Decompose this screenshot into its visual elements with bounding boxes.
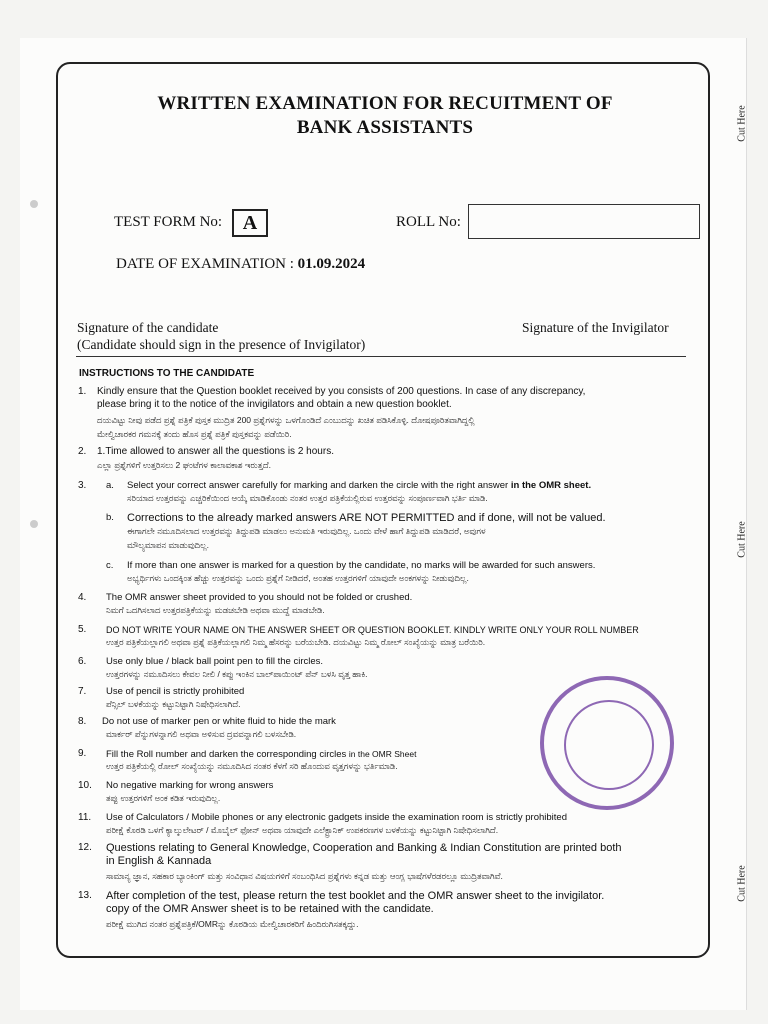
punch-hole <box>30 200 38 208</box>
document-title <box>60 92 710 140</box>
instructions-heading: INSTRUCTIONS TO THE CANDIDATE <box>79 368 255 379</box>
test-form-label: TEST FORM No: <box>114 214 223 230</box>
exam-date-label: DATE OF EXAMINATION : <box>116 256 298 272</box>
title-line-1: WRITTEN EXAMINATION FOR RECUITMENT OF <box>157 93 613 114</box>
title-line-2: BANK ASSISTANTS <box>296 117 474 138</box>
cut-here-label-bottom: Cut Here <box>736 865 748 902</box>
invigilator-signature-label: Signature of the Invigilator <box>522 320 669 335</box>
roll-number-box[interactable] <box>468 204 700 239</box>
candidate-signature-label: Signature of the candidate <box>77 320 219 335</box>
divider <box>76 356 686 357</box>
institute-seal-stamp <box>540 676 674 810</box>
cut-here-label-top: Cut Here <box>736 105 748 142</box>
test-form-value: A <box>232 209 268 237</box>
punch-hole <box>30 520 38 528</box>
cut-here-label-middle: Cut Here <box>736 521 748 558</box>
exam-date <box>116 256 365 273</box>
roll-number-label: ROLL No: <box>396 214 461 230</box>
candidate-signature-note: (Candidate should sign in the presence of Invigilator) <box>77 337 366 352</box>
exam-date-value: 01.09.2024 <box>297 256 366 272</box>
